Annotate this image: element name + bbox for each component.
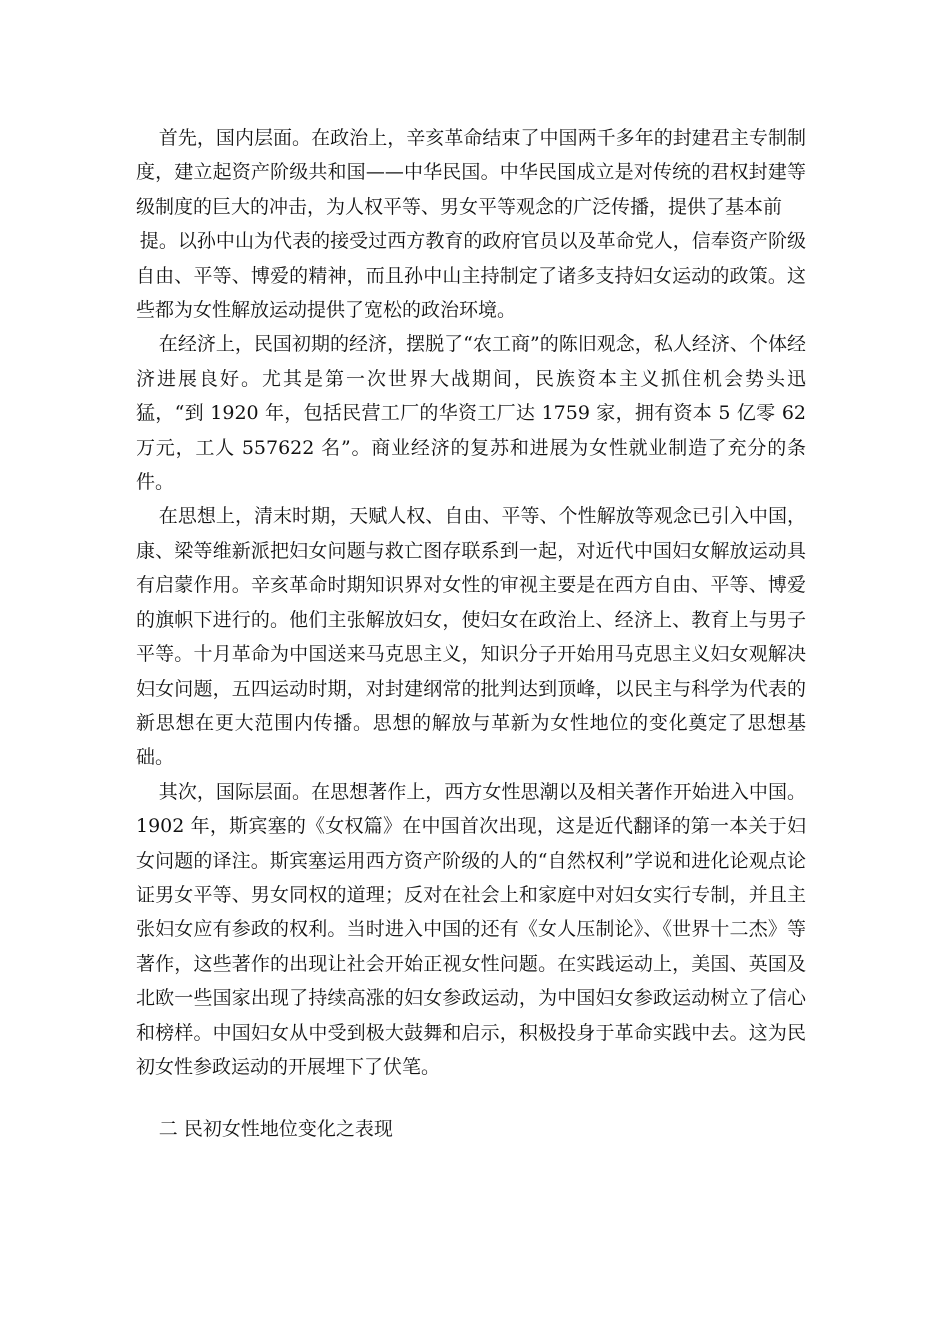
paragraph-domestic-politics: 首先，国内层面。在政治上，辛亥革命结束了中国两千多年的封建君主专制制度，建立起资产阶级共和国——中华民国。中华民国成立是对传统的君权封建等级制度的巨大的冲击，为人权平等、男女平等观念的广泛传播，提供了基本前 — [136, 127, 806, 218]
paragraph-economy: 在经济上，民国初期的经济，摆脱了“农工商”的陈旧观念，私人经济、个体经济进展良好。尤其是第一次世界大战期间，民族资本主义抓住机会势头迅猛，“到 1920 年，包括民营工厂的华资工厂达 1759 家，拥有资本 5 亿零 62 万元，工人 557622 名”。商业经济的复苏和进展为女性就业制造了充分的条件。 — [136, 333, 806, 494]
paragraph-international: 其次，国际层面。在思想著作上，西方女性思潮以及相关著作开始进入中国。1902 年，斯宾塞的《女权篇》在中国首次出现，这是近代翻译的第一本关于妇女问题的译注。斯宾塞运用西方资产阶级的人的“自然权利”学说和进化论观点论证男女平等、男女同权的道理；反对在社会上和家庭中对妇女实行专制，并且主张妇女应有参政的权利。当时进入中国的还有《女人压制论》、《世界十二杰》等著作，这些著作的出现让社会开始正视女性问题。在实践运动上，美国、英国及北欧一些国家出现了持续高涨的妇女参政运动，为中国妇女参政运动树立了信心和榜样。中国妇女从中受到极大鼓舞和启示，积极投身于革命实践中去。这为民初女性参政运动的开展埋下了伏笔。 — [136, 780, 806, 1078]
section-heading: 二 民初女性地位变化之表现 — [158, 1118, 393, 1141]
paragraph-thought: 在思想上，清末时期，天赋人权、自由、平等、个性解放等观念已引入中国，康、梁等维新派把妇女问题与救亡图存联系到一起，对近代中国妇女解放运动具有启蒙作用。辛亥革命时期知识界对女性的审视主要是在西方自由、平等、博爱的旗帜下进行的。他们主张解放妇女，使妇女在政治上、经济上、教育上与男子平等。十月革命为中国送来马克思主义，知识分子开始用马克思主义妇女观解决妇女问题，五四运动时期，对封建纲常的批判达到顶峰，以民主与科学为代表的新思想在更大范围内传播。思想的解放与革新为女性地位的变化奠定了思想基础。 — [136, 505, 806, 769]
paragraph-domestic-politics-continued: 提。以孙中山为代表的接受过西方教育的政府官员以及革命党人，信奉资产阶级自由、平等、博爱的精神，而且孙中山主持制定了诸多支持妇女运动的政策。这些都为女性解放运动提供了宽松的政治环境。 — [136, 230, 806, 322]
document-body — [136, 121, 806, 1147]
